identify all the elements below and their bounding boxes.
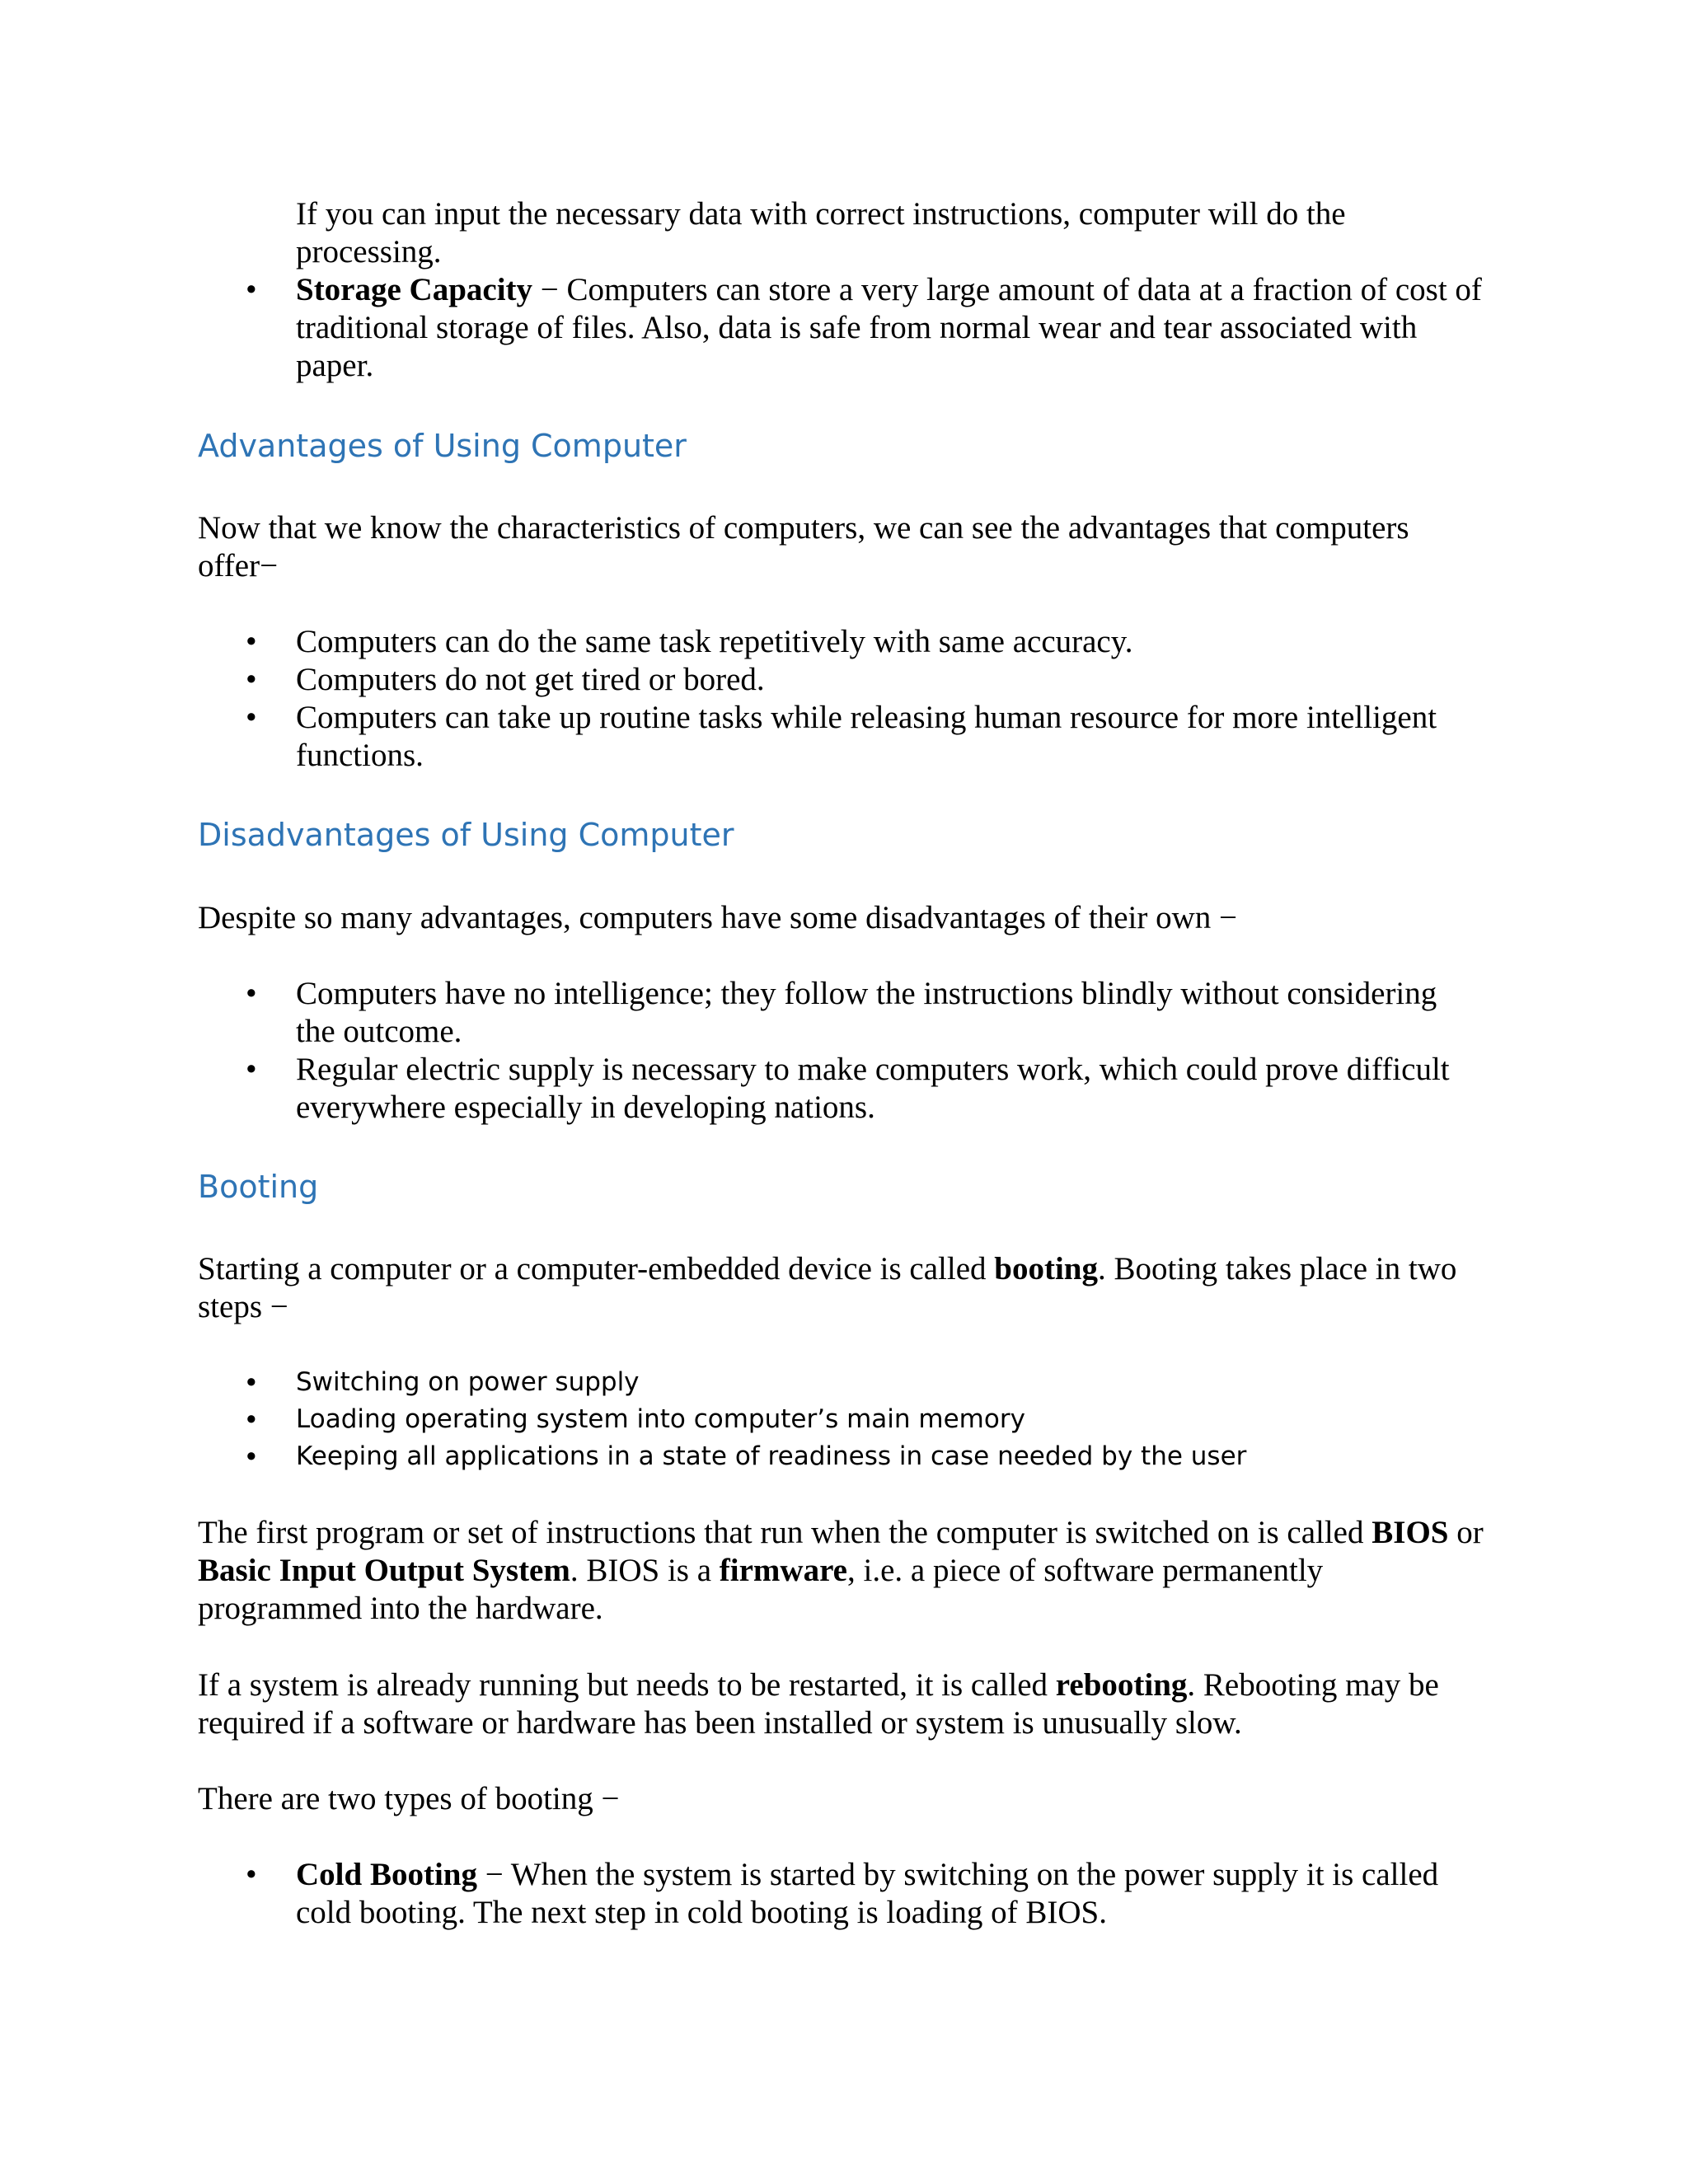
booting-types-list: [0, 1856, 1688, 1932]
list-item-cold-booting: [0, 1856, 1484, 1932]
intro-continuation: If you can input the necessary data with correct instructions, computer will do the processing.: [296, 196, 1346, 269]
storage-capacity-text: − Computers can store a very large amount of data at a fraction of cost of traditional storage of files. Also, data is safe from normal wear and tear associated with paper.: [296, 272, 1482, 383]
booting-types-intro: There are two types of booting −: [198, 1781, 620, 1816]
disadvantages-list: [0, 975, 1688, 1127]
heading-advantages: Advantages of Using Computer: [198, 428, 687, 464]
bullet-icon: •: [246, 272, 257, 307]
list-item: [0, 1051, 1484, 1127]
list-item: [0, 699, 1484, 775]
text-span: or: [1448, 1515, 1484, 1550]
step-text: Loading operating system into computer’s main memory: [296, 1404, 1025, 1434]
term-rebooting: rebooting: [1055, 1667, 1188, 1703]
step-text: Switching on power supply: [296, 1367, 640, 1397]
booting-paragraph-rebooting: [198, 1666, 1484, 1742]
list-item: [0, 975, 1484, 1051]
bullet-icon: •: [246, 1402, 257, 1437]
text-span: Starting a computer or a computer-embedded device is called: [198, 1251, 995, 1286]
term-basic-input-output-system: Basic Input Output System: [198, 1553, 570, 1588]
advantage-text: Computers can take up routine tasks while releasing human resource for more intelligent functions.: [296, 700, 1437, 773]
list-item: [0, 661, 1484, 699]
heading-booting: Booting: [198, 1169, 319, 1205]
bullet-icon: •: [246, 976, 257, 1011]
disadvantage-text: Computers have no intelligence; they follow the instructions blindly without considering the outcome.: [296, 976, 1437, 1049]
bullet-icon: •: [246, 1365, 257, 1400]
bullet-icon: •: [246, 1052, 257, 1087]
list-item: [0, 623, 1484, 661]
bullet-icon: •: [246, 1857, 257, 1892]
list-item: [0, 1401, 1484, 1438]
cold-booting-text: − When the system is started by switching on the power supply it is called cold booting. The next step in cold booting is loading of BIOS.: [296, 1857, 1439, 1930]
text-span: . BIOS is a: [570, 1553, 720, 1588]
term-storage-capacity: Storage Capacity: [296, 272, 533, 307]
bullet-icon: •: [246, 700, 257, 735]
text-span: If a system is already running but needs to be restarted, it is called: [198, 1667, 1056, 1703]
bullet-icon: •: [246, 624, 257, 659]
step-text: Keeping all applications in a state of readiness in case needed by the user: [296, 1441, 1247, 1471]
term-cold-booting: Cold Booting: [296, 1857, 477, 1892]
bullet-icon: •: [246, 1439, 257, 1474]
advantages-list: [0, 623, 1688, 775]
term-booting: booting: [994, 1251, 1098, 1286]
term-firmware: firmware: [719, 1553, 847, 1588]
text-span: The first program or set of instructions that run when the computer is switched on is called: [198, 1515, 1372, 1550]
list-item: [0, 1364, 1484, 1401]
text-span: . Booting takes place in two steps −: [198, 1251, 1457, 1324]
text-span: . Rebooting may be required if a software or hardware has been installed or system is unusually slow.: [198, 1667, 1439, 1741]
bullet-icon: •: [246, 662, 257, 697]
intro-list: [0, 271, 1688, 385]
booting-paragraph-1: [198, 1250, 1484, 1326]
booting-paragraph-bios: [198, 1514, 1484, 1628]
advantages-paragraph: Now that we know the characteristics of computers, we can see the advantages that computers offer−: [198, 510, 1409, 583]
text-span: , i.e. a piece of software permanently programmed into the hardware.: [198, 1553, 1324, 1626]
list-item-storage-capacity: [0, 271, 1484, 385]
term-bios: BIOS: [1372, 1515, 1449, 1550]
disadvantages-paragraph: Despite so many advantages, computers have some disadvantages of their own −: [198, 900, 1237, 935]
disadvantage-text: Regular electric supply is necessary to make computers work, which could prove difficult everywhere especially in developing nations.: [296, 1052, 1450, 1125]
booting-steps-list: [0, 1364, 1688, 1475]
heading-disadvantages: Disadvantages of Using Computer: [198, 817, 734, 853]
list-item: [0, 1438, 1484, 1475]
advantage-text: Computers can do the same task repetitively with same accuracy.: [296, 624, 1133, 659]
advantage-text: Computers do not get tired or bored.: [296, 662, 765, 697]
